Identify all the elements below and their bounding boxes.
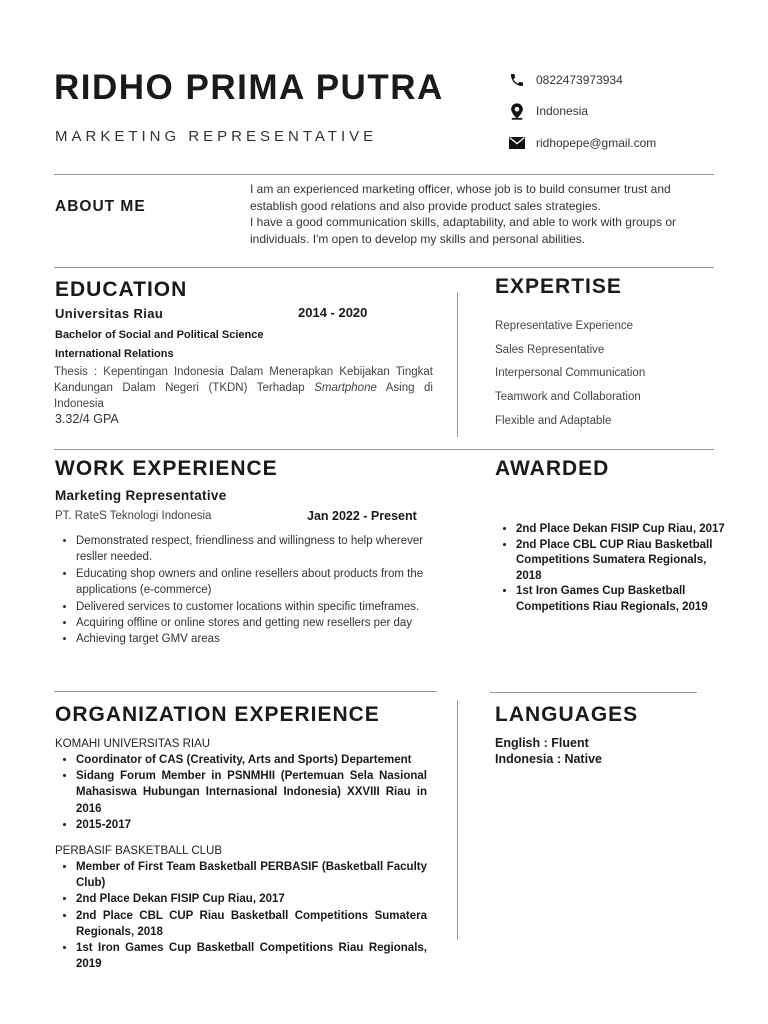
award-item: • 2nd Place CBL CUP Riau Basketball Competitions Sumatera Regionals, 2018 bbox=[516, 538, 725, 585]
thesis-text-end: Asing di Indonesia bbox=[54, 382, 433, 410]
education-years: 2014 - 2020 bbox=[298, 305, 368, 320]
envelope-icon bbox=[508, 135, 526, 151]
org-item: • Member of First Team Basketball PERBASIF (Basketball Faculty Club) bbox=[76, 859, 427, 891]
work-divider bbox=[54, 691, 437, 692]
expertise-item: Representative Experience bbox=[495, 320, 634, 332]
about-line: I have a good communication skills, adaptability, and able to work with groups or bbox=[250, 215, 677, 229]
org-item: • 1st Iron Games Cup Basketball Competitions Riau Regionals, 2019 bbox=[76, 940, 427, 972]
org-list bbox=[60, 752, 427, 833]
column-divider-lower bbox=[457, 700, 458, 940]
job-duty: • Achieving target GMV areas bbox=[76, 631, 432, 647]
expertise-heading: EXPERTISE bbox=[495, 275, 622, 298]
award-list bbox=[500, 522, 725, 616]
language-item: English : Fluent bbox=[495, 736, 589, 750]
job-duty: • Delivered services to customer locations within specific timeframes. bbox=[76, 599, 432, 615]
phone-number: 0822473973934 bbox=[536, 73, 623, 87]
expertise-item: Teamwork and Collaboration bbox=[495, 391, 641, 404]
about-line: establish good relations and also provide product sales strategies. bbox=[250, 198, 601, 213]
job-duty: • Educating shop owners and online resellers about products from the applications (e-commerce) bbox=[76, 566, 432, 599]
education-divider bbox=[54, 449, 714, 450]
award-item: • 1st Iron Games Cup Basketball Competitions Riau Regionals, 2019 bbox=[516, 584, 725, 615]
location-text: Indonesia bbox=[536, 104, 589, 118]
location-pin-icon bbox=[508, 103, 526, 119]
work-heading: WORK EXPERIENCE bbox=[55, 457, 278, 480]
job-duty: • Acquiring offline or online stores and getting new resellers per day bbox=[76, 615, 432, 631]
org-item: • 2nd Place CBL CUP Riau Basketball Competitions Sumatera Regionals, 2018 bbox=[76, 908, 427, 940]
org-name: PERBASIF BASKETBALL CLUB bbox=[55, 845, 223, 857]
org-item: • 2nd Place Dekan FISIP Cup Riau, 2017 bbox=[76, 891, 427, 907]
languages-heading: LANGUAGES bbox=[495, 703, 639, 726]
education-heading: EDUCATION bbox=[55, 278, 188, 301]
expertise-item: Sales Representative bbox=[495, 343, 605, 356]
education-school: Universitas Riau bbox=[55, 306, 164, 321]
resume-role: MARKETING REPRESENTATIVE bbox=[55, 128, 378, 145]
job-dates: Jan 2022 - Present bbox=[307, 509, 417, 523]
expertise-item: Flexible and Adaptable bbox=[495, 414, 612, 427]
awarded-divider bbox=[490, 692, 697, 693]
awarded-heading: AWARDED bbox=[495, 457, 610, 480]
about-divider bbox=[54, 267, 714, 268]
about-line: individuals. I'm open to develop my skills and personal abilities. bbox=[250, 231, 586, 246]
org-list bbox=[60, 859, 427, 972]
job-duty: • Demonstrated respect, friendliness and willingness to help wherever resller needed. bbox=[76, 533, 432, 566]
org-name: KOMAHI UNIVERSITAS RIAU bbox=[55, 738, 211, 750]
award-item: • 2nd Place Dekan FISIP Cup Riau, 2017 bbox=[516, 522, 725, 538]
contact-phone bbox=[508, 72, 623, 88]
expertise-list bbox=[495, 320, 645, 438]
email-address: ridhopepe@gmail.com bbox=[536, 136, 657, 150]
contact-location bbox=[508, 103, 588, 119]
job-company: PT. RateS Teknologi Indonesia bbox=[55, 510, 212, 522]
job-duties bbox=[60, 533, 432, 648]
column-divider bbox=[457, 292, 458, 437]
expertise-item: Interpersonal Communication bbox=[495, 367, 646, 380]
org-item: • 2015-2017 bbox=[76, 817, 427, 833]
thesis-italic: Smartphone bbox=[314, 382, 377, 394]
about-text bbox=[250, 181, 710, 247]
thesis-text: Thesis : Kepentingan Indonesia Dalam Menerapkan Kebijakan Tingkat Kandungan Dalam Negeri (TKDN) Terhadap bbox=[54, 366, 433, 394]
about-heading: ABOUT ME bbox=[55, 198, 146, 215]
org-item: • Sidang Forum Member in PSNMHII (Pertemuan Sela Nasional Mahasiswa Hubungan Internasional Indonesia) XXVIII Riau in 2016 bbox=[76, 768, 427, 817]
phone-icon bbox=[508, 72, 526, 88]
organization-heading: ORGANIZATION EXPERIENCE bbox=[55, 703, 380, 726]
org-item: • Coordinator of CAS (Creativity, Arts and Sports) Departement bbox=[76, 752, 427, 768]
education-major: International Relations bbox=[55, 348, 174, 360]
about-line: I am an experienced marketing officer, whose job is to build consumer trust and bbox=[250, 182, 671, 196]
education-gpa: 3.32/4 GPA bbox=[55, 412, 119, 426]
header-divider bbox=[54, 174, 714, 175]
language-item: Indonesia : Native bbox=[495, 752, 602, 766]
resume-name: RIDHO PRIMA PUTRA bbox=[54, 68, 444, 107]
education-thesis bbox=[54, 364, 433, 412]
education-degree: Bachelor of Social and Political Science bbox=[55, 329, 264, 341]
job-title: Marketing Representative bbox=[55, 488, 227, 503]
contact-email bbox=[508, 135, 656, 151]
